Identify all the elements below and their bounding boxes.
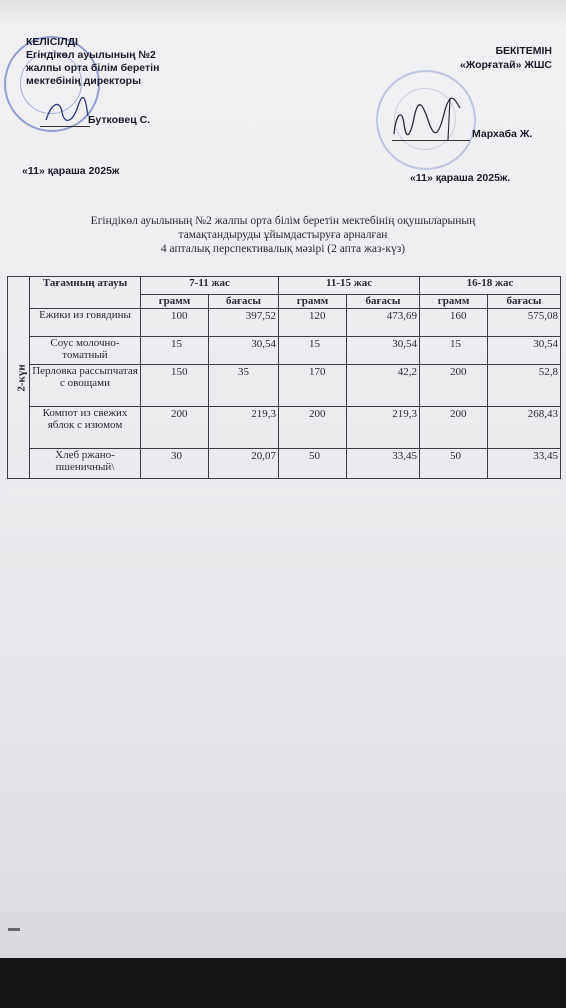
dish-name: Компот из свежих яблок с изюмом bbox=[30, 407, 141, 449]
age-group-header-2: 11-15 жас bbox=[279, 277, 420, 295]
right-signature-line bbox=[392, 140, 470, 141]
table-row bbox=[8, 337, 561, 365]
page-shadow bbox=[0, 0, 566, 30]
weight-cell: 15 bbox=[279, 337, 347, 365]
price-cell: 33,45 bbox=[347, 449, 420, 479]
weight-cell: 200 bbox=[420, 407, 488, 449]
weight-cell: 200 bbox=[141, 407, 209, 449]
dish-name: Соус молочно-томатный bbox=[30, 337, 141, 365]
price-cell: 473,69 bbox=[347, 309, 420, 337]
weight-cell: 15 bbox=[141, 337, 209, 365]
left-signature-line bbox=[40, 126, 90, 127]
approval-left-line3: мектебінің директоры bbox=[26, 75, 142, 87]
price-cell: 20,07 bbox=[209, 449, 279, 479]
table-row bbox=[8, 449, 561, 479]
approval-left-block bbox=[26, 36, 159, 88]
weight-cell: 30 bbox=[141, 449, 209, 479]
sub-header: грамм bbox=[279, 295, 347, 309]
price-cell: 575,08 bbox=[488, 309, 561, 337]
approval-right-block bbox=[460, 44, 552, 72]
sub-header: бағасы bbox=[209, 295, 279, 309]
weight-cell: 150 bbox=[141, 365, 209, 407]
approval-right-org: «Жорғатай» ЖШС bbox=[459, 59, 552, 71]
sub-header: бағасы bbox=[488, 295, 561, 309]
right-signature bbox=[388, 94, 468, 144]
table-row bbox=[8, 407, 561, 449]
table-row bbox=[8, 309, 561, 337]
table-row bbox=[8, 365, 561, 407]
left-date: «11» қараша 2025ж bbox=[22, 165, 120, 177]
left-signature bbox=[42, 96, 92, 126]
right-signer-name: Мархаба Ж. bbox=[472, 128, 533, 140]
approval-left-line1: Егіндікөл ауылының №2 bbox=[26, 49, 156, 61]
title-line3: 4 апталық перспективалық мәзірі (2 апта жаз-күз) bbox=[160, 243, 406, 255]
day-label: 2-күн bbox=[15, 363, 28, 392]
day-label-cell bbox=[8, 277, 30, 479]
left-signer-name: Бутковец С. bbox=[88, 114, 151, 126]
price-cell: 52,8 bbox=[488, 365, 561, 407]
sub-header: бағасы bbox=[347, 295, 420, 309]
approval-right-heading: БЕКІТЕМІН bbox=[495, 45, 552, 57]
dish-name: Перловка рассыпчатая с овощами bbox=[30, 365, 141, 407]
weight-cell: 200 bbox=[279, 407, 347, 449]
sub-header: грамм bbox=[141, 295, 209, 309]
weight-cell: 50 bbox=[420, 449, 488, 479]
price-cell: 30,54 bbox=[347, 337, 420, 365]
price-cell: 397,52 bbox=[209, 309, 279, 337]
weight-cell: 50 bbox=[279, 449, 347, 479]
menu-table bbox=[7, 276, 561, 479]
table-fade bbox=[7, 486, 560, 496]
price-cell: 219,3 bbox=[209, 407, 279, 449]
age-group-header-1: 7-11 жас bbox=[141, 277, 279, 295]
weight-cell: 100 bbox=[141, 309, 209, 337]
right-date: «11» қараша 2025ж. bbox=[410, 172, 511, 184]
dish-header: Тағамның атауы bbox=[30, 277, 141, 309]
title-line1: Егіндікөл ауылының №2 жалпы орта білім беретін мектебінің оқушыларының bbox=[90, 215, 476, 227]
age-group-header-3: 16-18 жас bbox=[420, 277, 561, 295]
price-cell: 268,43 bbox=[488, 407, 561, 449]
weight-cell: 120 bbox=[279, 309, 347, 337]
background-surface bbox=[0, 958, 566, 1008]
title-line2: тамақтандыруды ұйымдастыруға арналған bbox=[178, 229, 388, 241]
price-cell: 30,54 bbox=[209, 337, 279, 365]
sub-header: грамм bbox=[420, 295, 488, 309]
price-cell: 30,54 bbox=[488, 337, 561, 365]
dish-name: Хлеб ржано-пшеничный\ bbox=[30, 449, 141, 479]
approval-left-heading: КЕЛІСІЛДІ bbox=[26, 36, 78, 48]
approval-left-line2: жалпы орта білім беретін bbox=[26, 62, 160, 74]
price-cell: 42,2 bbox=[347, 365, 420, 407]
price-cell: 35 bbox=[209, 365, 279, 407]
document-title bbox=[0, 214, 566, 256]
price-cell: 33,45 bbox=[488, 449, 561, 479]
weight-cell: 170 bbox=[279, 365, 347, 407]
weight-cell: 200 bbox=[420, 365, 488, 407]
weight-cell: 160 bbox=[420, 309, 488, 337]
price-cell: 219,3 bbox=[347, 407, 420, 449]
paper-mark bbox=[8, 928, 20, 931]
weight-cell: 15 bbox=[420, 337, 488, 365]
dish-name: Ежики из говядины bbox=[30, 309, 141, 337]
